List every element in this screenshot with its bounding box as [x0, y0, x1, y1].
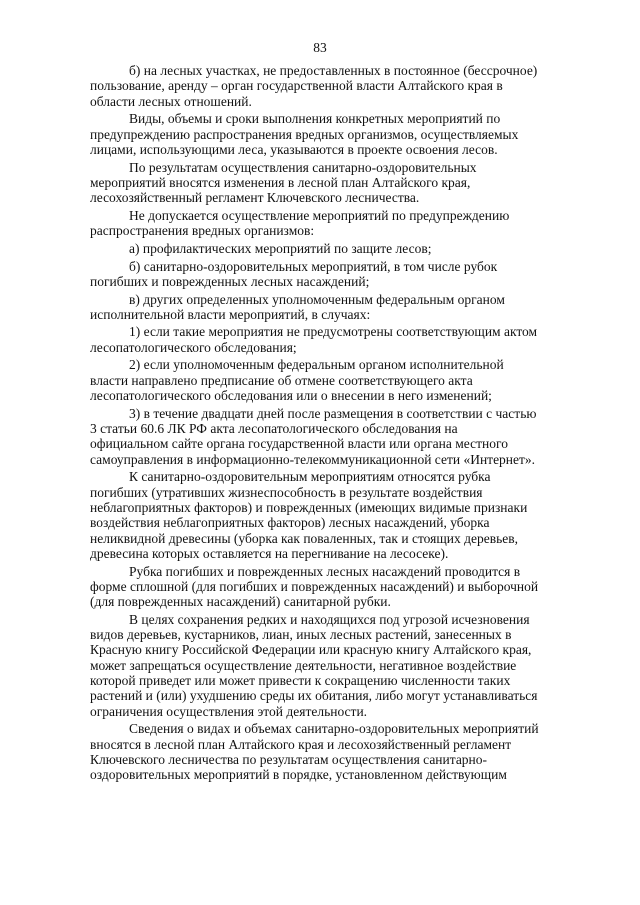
paragraph-4: Не допускается осуществление мероприятий по предупреждению распространения вредных организмов: [90, 207, 510, 239]
page-number: 83 [313, 40, 327, 55]
paragraph-2: Виды, объемы и сроки выполнения конкретных мероприятий по предупреждению распространения вредных организмов, осуществляемых лицами, использующими леса, указываются в проекте освоения лесов. [90, 111, 519, 157]
paragraph-sanitary-measures: К санитарно-оздоровительным мероприятиям относятся рубка погибших (утративших жизнеспособность в результате воздействия неблагоприятных факторов) и поврежденных (имеющих видимые признаки воздействия неблагоприятных факторов) лесных насаждений, уборка неликвидной древесины (уборка как поваленных, так и стоящих деревьев, древесина которых оставляется на перегнивание на лесосеке). [90, 469, 528, 561]
document-body [90, 63, 595, 785]
paragraph-felling: Рубка погибших и поврежденных лесных насаждений проводится в форме сплошной (для погибших и поврежденных насаждений) и выборочной (для поврежденных насаждений) санитарной рубки. [90, 563, 539, 610]
case-item-2: 2) если уполномоченным федеральным органом исполнительной власти направлено предписание об отмене соответствующего акта лесопатологического обследования или о внесении в него изменений; [90, 357, 504, 404]
list-item-a: а) профилактических мероприятий по защите лесов; [129, 240, 432, 256]
case-item-3: 3) в течение двадцати дней после размещения в соответствии с частью 3 статьи 60.6 ЛК РФ акта лесопатологического обследования на официальном сайте органа государственной власти или органа местного самоуправления в информационно-телекоммуникационной сети «Интернет». [90, 405, 537, 467]
list-item-v: в) других определенных уполномоченным федеральным органом исполнительной власти мероприятий, в случаях: [90, 291, 505, 322]
paragraph-information: Сведения о видах и объемах санитарно-оздоровительных мероприятий вносятся в лесной план Алтайского края и лесохозяйственный регламент Ключевского лесничества по результатам осуществления санитарно- оздоровительных мероприятий в порядке, установленном действующим [90, 721, 539, 783]
case-item-1: 1) если такие мероприятия не предусмотрены соответствующим актом лесопатологического обследования; [90, 324, 538, 355]
paragraph-3: По результатам осуществления санитарно-оздоровительных мероприятий вносятся изменения в лесной план Алтайского края, лесохозяйственный регламент Ключевского лесничества. [90, 159, 477, 206]
paragraph-1: б) на лесных участках, не предоставленных в постоянное (бессрочное) пользование, аренду – орган государственной власти Алтайского края в области лесных отношений. [90, 63, 538, 109]
paragraph-rare-species: В целях сохранения редких и находящихся под угрозой исчезновения видов деревьев, кустарников, лиан, иных лесных растений, занесенных в Красную книгу Российской Федерации или красную книгу Алтайского края, может запрещаться осуществление деятельности, негативное воздействие которой приведет или может привести к сокращению численности таких растений и (или) ухудшению среды их обитания, либо могут устанавливаться ограничения осуществления этой деятельности. [90, 611, 538, 719]
list-item-b: б) санитарно-оздоровительных мероприятий, в том числе рубок погибших и поврежденных лесных насаждений; [90, 258, 498, 289]
